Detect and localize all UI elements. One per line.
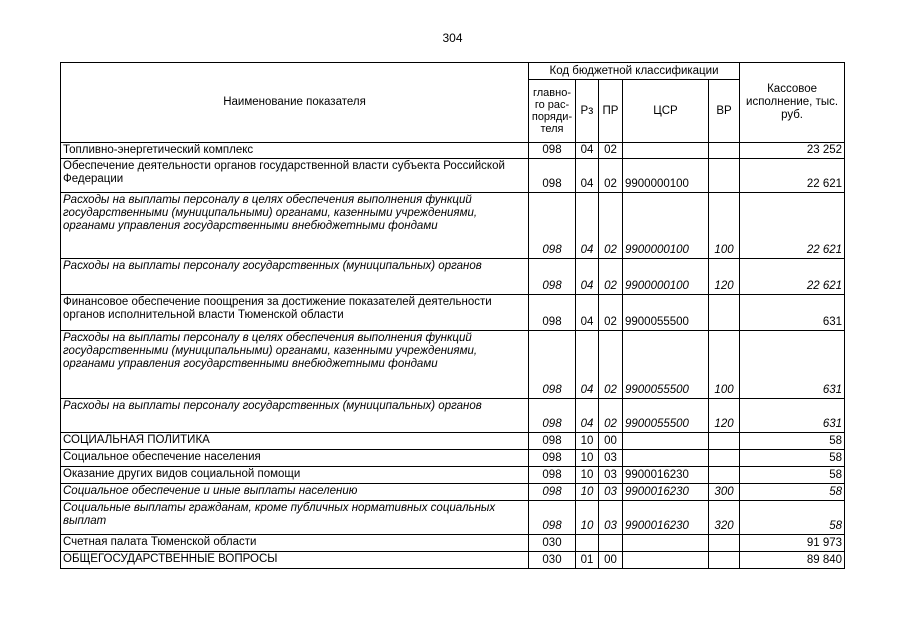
row-glavny: 098 — [529, 399, 576, 433]
row-csr: 9900016230 — [623, 484, 709, 501]
table-row — [61, 433, 845, 450]
row-rz: 04 — [576, 143, 599, 159]
row-rz: 10 — [576, 450, 599, 467]
row-pr: 00 — [599, 433, 623, 450]
table-row — [61, 331, 845, 399]
row-pr: 02 — [599, 159, 623, 193]
row-amount: 631 — [740, 399, 845, 433]
row-amount: 631 — [740, 331, 845, 399]
row-pr: 02 — [599, 399, 623, 433]
row-name: Социальное обеспечение и иные выплаты населению — [61, 484, 529, 501]
row-amount: 23 252 — [740, 143, 845, 159]
row-glavny: 030 — [529, 535, 576, 552]
row-rz: 04 — [576, 193, 599, 259]
row-amount: 58 — [740, 433, 845, 450]
row-vr: 100 — [709, 331, 740, 399]
table-row — [61, 450, 845, 467]
row-amount: 89 840 — [740, 552, 845, 569]
row-vr: 120 — [709, 259, 740, 295]
row-glavny: 098 — [529, 259, 576, 295]
row-pr: 03 — [599, 450, 623, 467]
row-amount: 58 — [740, 467, 845, 484]
row-csr: 9900000100 — [623, 259, 709, 295]
row-name: Оказание других видов социальной помощи — [61, 467, 529, 484]
header-pr: ПР — [599, 80, 623, 143]
row-amount: 631 — [740, 295, 845, 331]
row-rz: 10 — [576, 501, 599, 535]
row-rz: 04 — [576, 399, 599, 433]
row-rz: 04 — [576, 295, 599, 331]
row-pr: 02 — [599, 259, 623, 295]
row-name: Расходы на выплаты персоналу государственных (муниципальных) органов — [61, 399, 529, 433]
row-pr: 02 — [599, 295, 623, 331]
row-rz: 10 — [576, 467, 599, 484]
row-name: Расходы на выплаты персоналу в целях обеспечения выполнения функций государственными (муниципальными) органами, казенными учреждениями, органами управления государственными внебюджетными фондами — [61, 193, 529, 259]
row-glavny: 098 — [529, 467, 576, 484]
row-rz: 10 — [576, 433, 599, 450]
table-row — [61, 143, 845, 159]
row-pr: 03 — [599, 501, 623, 535]
row-glavny: 098 — [529, 501, 576, 535]
row-amount: 91 973 — [740, 535, 845, 552]
row-csr: 9900055500 — [623, 399, 709, 433]
row-vr — [709, 433, 740, 450]
table-row — [61, 552, 845, 569]
header-name: Наименование показателя — [61, 63, 529, 143]
header-code-group: Код бюджетной классификации — [529, 63, 740, 80]
row-csr: 9900016230 — [623, 467, 709, 484]
row-csr: 9900000100 — [623, 193, 709, 259]
row-vr — [709, 143, 740, 159]
row-vr: 300 — [709, 484, 740, 501]
row-amount: 58 — [740, 450, 845, 467]
row-name: Расходы на выплаты персоналу в целях обеспечения выполнения функций государственными (муниципальными) органами, казенными учреждениями, органами управления государственными внебюджетными фондами — [61, 331, 529, 399]
row-name: Социальные выплаты гражданам, кроме публичных нормативных социальных выплат — [61, 501, 529, 535]
row-amount: 58 — [740, 484, 845, 501]
table-row — [61, 399, 845, 433]
row-vr — [709, 295, 740, 331]
row-csr: 9900055500 — [623, 331, 709, 399]
row-glavny: 098 — [529, 193, 576, 259]
row-rz — [576, 535, 599, 552]
row-vr — [709, 450, 740, 467]
row-vr: 100 — [709, 193, 740, 259]
header-rz: Рз — [576, 80, 599, 143]
row-name: Обеспечение деятельности органов государственной власти субъекта Российской Федерации — [61, 159, 529, 193]
row-csr: 9900000100 — [623, 159, 709, 193]
table-row — [61, 467, 845, 484]
row-csr: 9900016230 — [623, 501, 709, 535]
row-amount: 22 621 — [740, 193, 845, 259]
row-amount: 58 — [740, 501, 845, 535]
row-pr: 00 — [599, 552, 623, 569]
table-row — [61, 535, 845, 552]
row-glavny: 098 — [529, 295, 576, 331]
row-rz: 01 — [576, 552, 599, 569]
row-glavny: 098 — [529, 331, 576, 399]
header-vr: ВР — [709, 80, 740, 143]
row-rz: 10 — [576, 484, 599, 501]
row-pr — [599, 535, 623, 552]
row-pr: 02 — [599, 193, 623, 259]
row-csr — [623, 552, 709, 569]
row-glavny: 098 — [529, 484, 576, 501]
row-amount: 22 621 — [740, 159, 845, 193]
row-vr — [709, 467, 740, 484]
table-row — [61, 159, 845, 193]
row-glavny: 098 — [529, 159, 576, 193]
row-name: Счетная палата Тюменской области — [61, 535, 529, 552]
row-pr: 02 — [599, 143, 623, 159]
row-csr: 9900055500 — [623, 295, 709, 331]
row-pr: 03 — [599, 484, 623, 501]
row-pr: 03 — [599, 467, 623, 484]
row-vr — [709, 159, 740, 193]
row-name: Социальное обеспечение населения — [61, 450, 529, 467]
row-rz: 04 — [576, 331, 599, 399]
row-glavny: 098 — [529, 433, 576, 450]
table-row — [61, 295, 845, 331]
row-vr — [709, 552, 740, 569]
row-vr: 120 — [709, 399, 740, 433]
row-name: ОБЩЕГОСУДАРСТВЕННЫЕ ВОПРОСЫ — [61, 552, 529, 569]
table-row — [61, 259, 845, 295]
page-number: 304 — [442, 31, 463, 45]
row-csr — [623, 143, 709, 159]
row-name: СОЦИАЛЬНАЯ ПОЛИТИКА — [61, 433, 529, 450]
row-amount: 22 621 — [740, 259, 845, 295]
row-name: Финансовое обеспечение поощрения за достижение показателей деятельности органов исполнительной власти Тюменской области — [61, 295, 529, 331]
budget-table — [60, 62, 845, 569]
row-vr — [709, 535, 740, 552]
row-glavny: 030 — [529, 552, 576, 569]
table-row — [61, 484, 845, 501]
table-row — [61, 501, 845, 535]
row-vr: 320 — [709, 501, 740, 535]
row-csr — [623, 450, 709, 467]
row-csr — [623, 433, 709, 450]
row-rz: 04 — [576, 159, 599, 193]
row-glavny: 098 — [529, 143, 576, 159]
header-amount: Кассовое исполнение, тыс. руб. — [740, 63, 845, 143]
row-name: Расходы на выплаты персоналу государственных (муниципальных) органов — [61, 259, 529, 295]
header-glavny: главно-го рас-поряди-теля — [529, 80, 576, 143]
row-csr — [623, 535, 709, 552]
row-name: Топливно-энергетический комплекс — [61, 143, 529, 159]
header-csr: ЦСР — [623, 80, 709, 143]
row-rz: 04 — [576, 259, 599, 295]
row-pr: 02 — [599, 331, 623, 399]
row-glavny: 098 — [529, 450, 576, 467]
table-row — [61, 193, 845, 259]
